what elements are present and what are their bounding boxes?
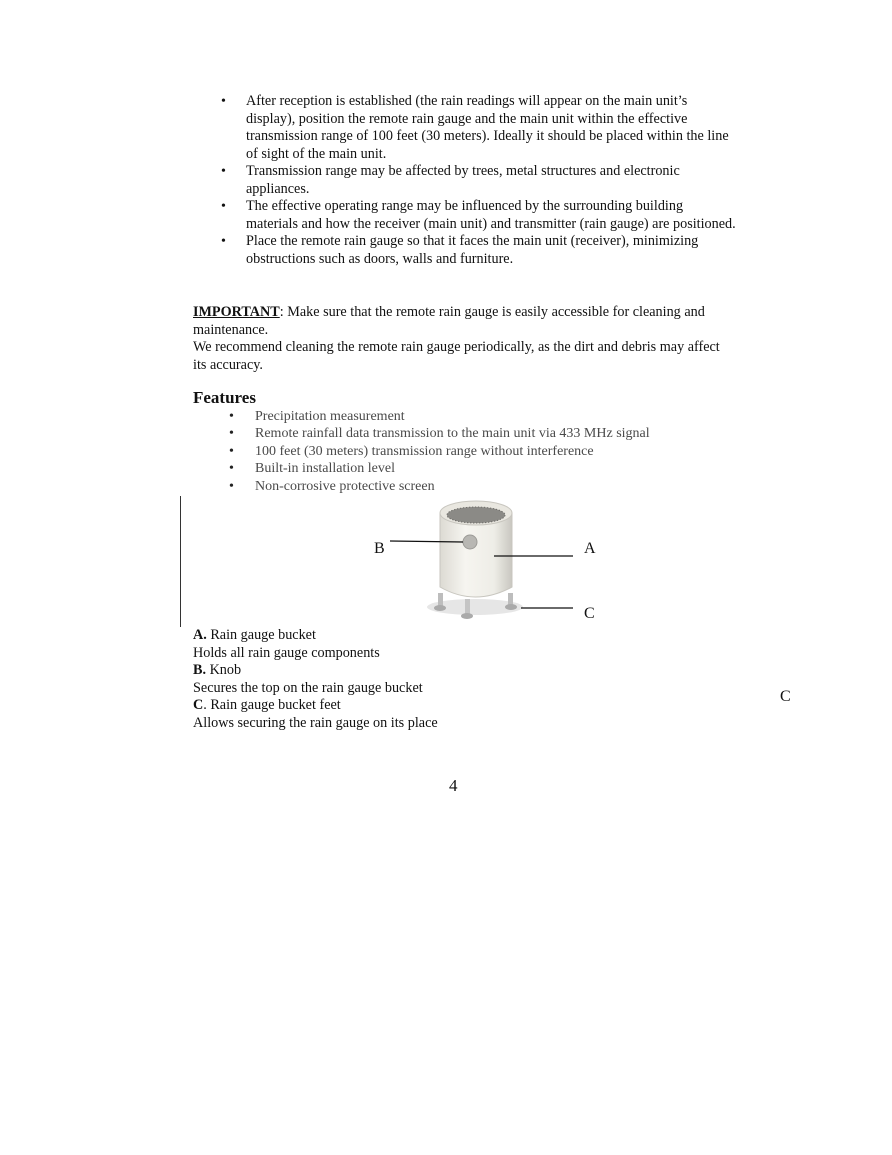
part-b-desc: Secures the top on the rain gauge bucket	[193, 679, 423, 696]
part-a-desc: Holds all rain gauge components	[193, 644, 380, 661]
list-item: • Place the remote rain gauge so that it faces the main unit (receiver), minimizing obstructions such as doors, walls and furniture.	[246, 233, 736, 268]
placement-tips-list	[246, 93, 736, 268]
callout-c: C	[584, 605, 595, 622]
cleaning-recommendation: We recommend cleaning the remote rain gauge periodically, as the dirt and debris may affect its accuracy.	[193, 339, 720, 373]
page-number: 4	[449, 776, 458, 795]
list-item: • The effective operating range may be influenced by the surrounding building materials and how the receiver (main unit) and transmitter (rain gauge) are positioned.	[246, 198, 736, 233]
important-note	[193, 304, 723, 339]
list-item: • Remote rainfall data transmission to the main unit via 433 MHz signal	[255, 425, 650, 442]
part-b-title: B. Knob	[193, 662, 242, 678]
callout-a: A	[584, 540, 596, 557]
features-heading: Features	[193, 388, 256, 407]
list-item: • After reception is established (the rain readings will appear on the main unit’s display), position the remote rain gauge and the main unit within the effective transmission range of 100 feet (30 meters). Ideally it should be placed within the line of sight of the main unit.	[246, 93, 736, 163]
stray-label: C	[780, 688, 791, 705]
margin-line	[180, 496, 181, 627]
important-label: IMPORTANT	[193, 304, 280, 320]
list-item: • Precipitation measurement	[255, 408, 650, 425]
features-list	[255, 408, 650, 495]
list-item: • 100 feet (30 meters) transmission range without interference	[255, 443, 650, 460]
parts-description	[193, 627, 438, 732]
part-a-title: A. Rain gauge bucket	[193, 627, 316, 643]
important-text: : Make sure that the remote rain gauge is easily accessible for cleaning and maintenance.	[193, 304, 705, 338]
callout-b: B	[374, 540, 385, 557]
list-item: • Non-corrosive protective screen	[255, 478, 650, 495]
rain-gauge-illustration	[360, 495, 640, 630]
part-c-desc: Allows securing the rain gauge on its place	[193, 714, 438, 731]
part-c-title: C. Rain gauge bucket feet	[193, 697, 341, 713]
list-item: • Built-in installation level	[255, 460, 650, 477]
rain-gauge-diagram	[360, 495, 640, 630]
list-item: • Transmission range may be affected by trees, metal structures and electronic appliances.	[246, 163, 736, 198]
